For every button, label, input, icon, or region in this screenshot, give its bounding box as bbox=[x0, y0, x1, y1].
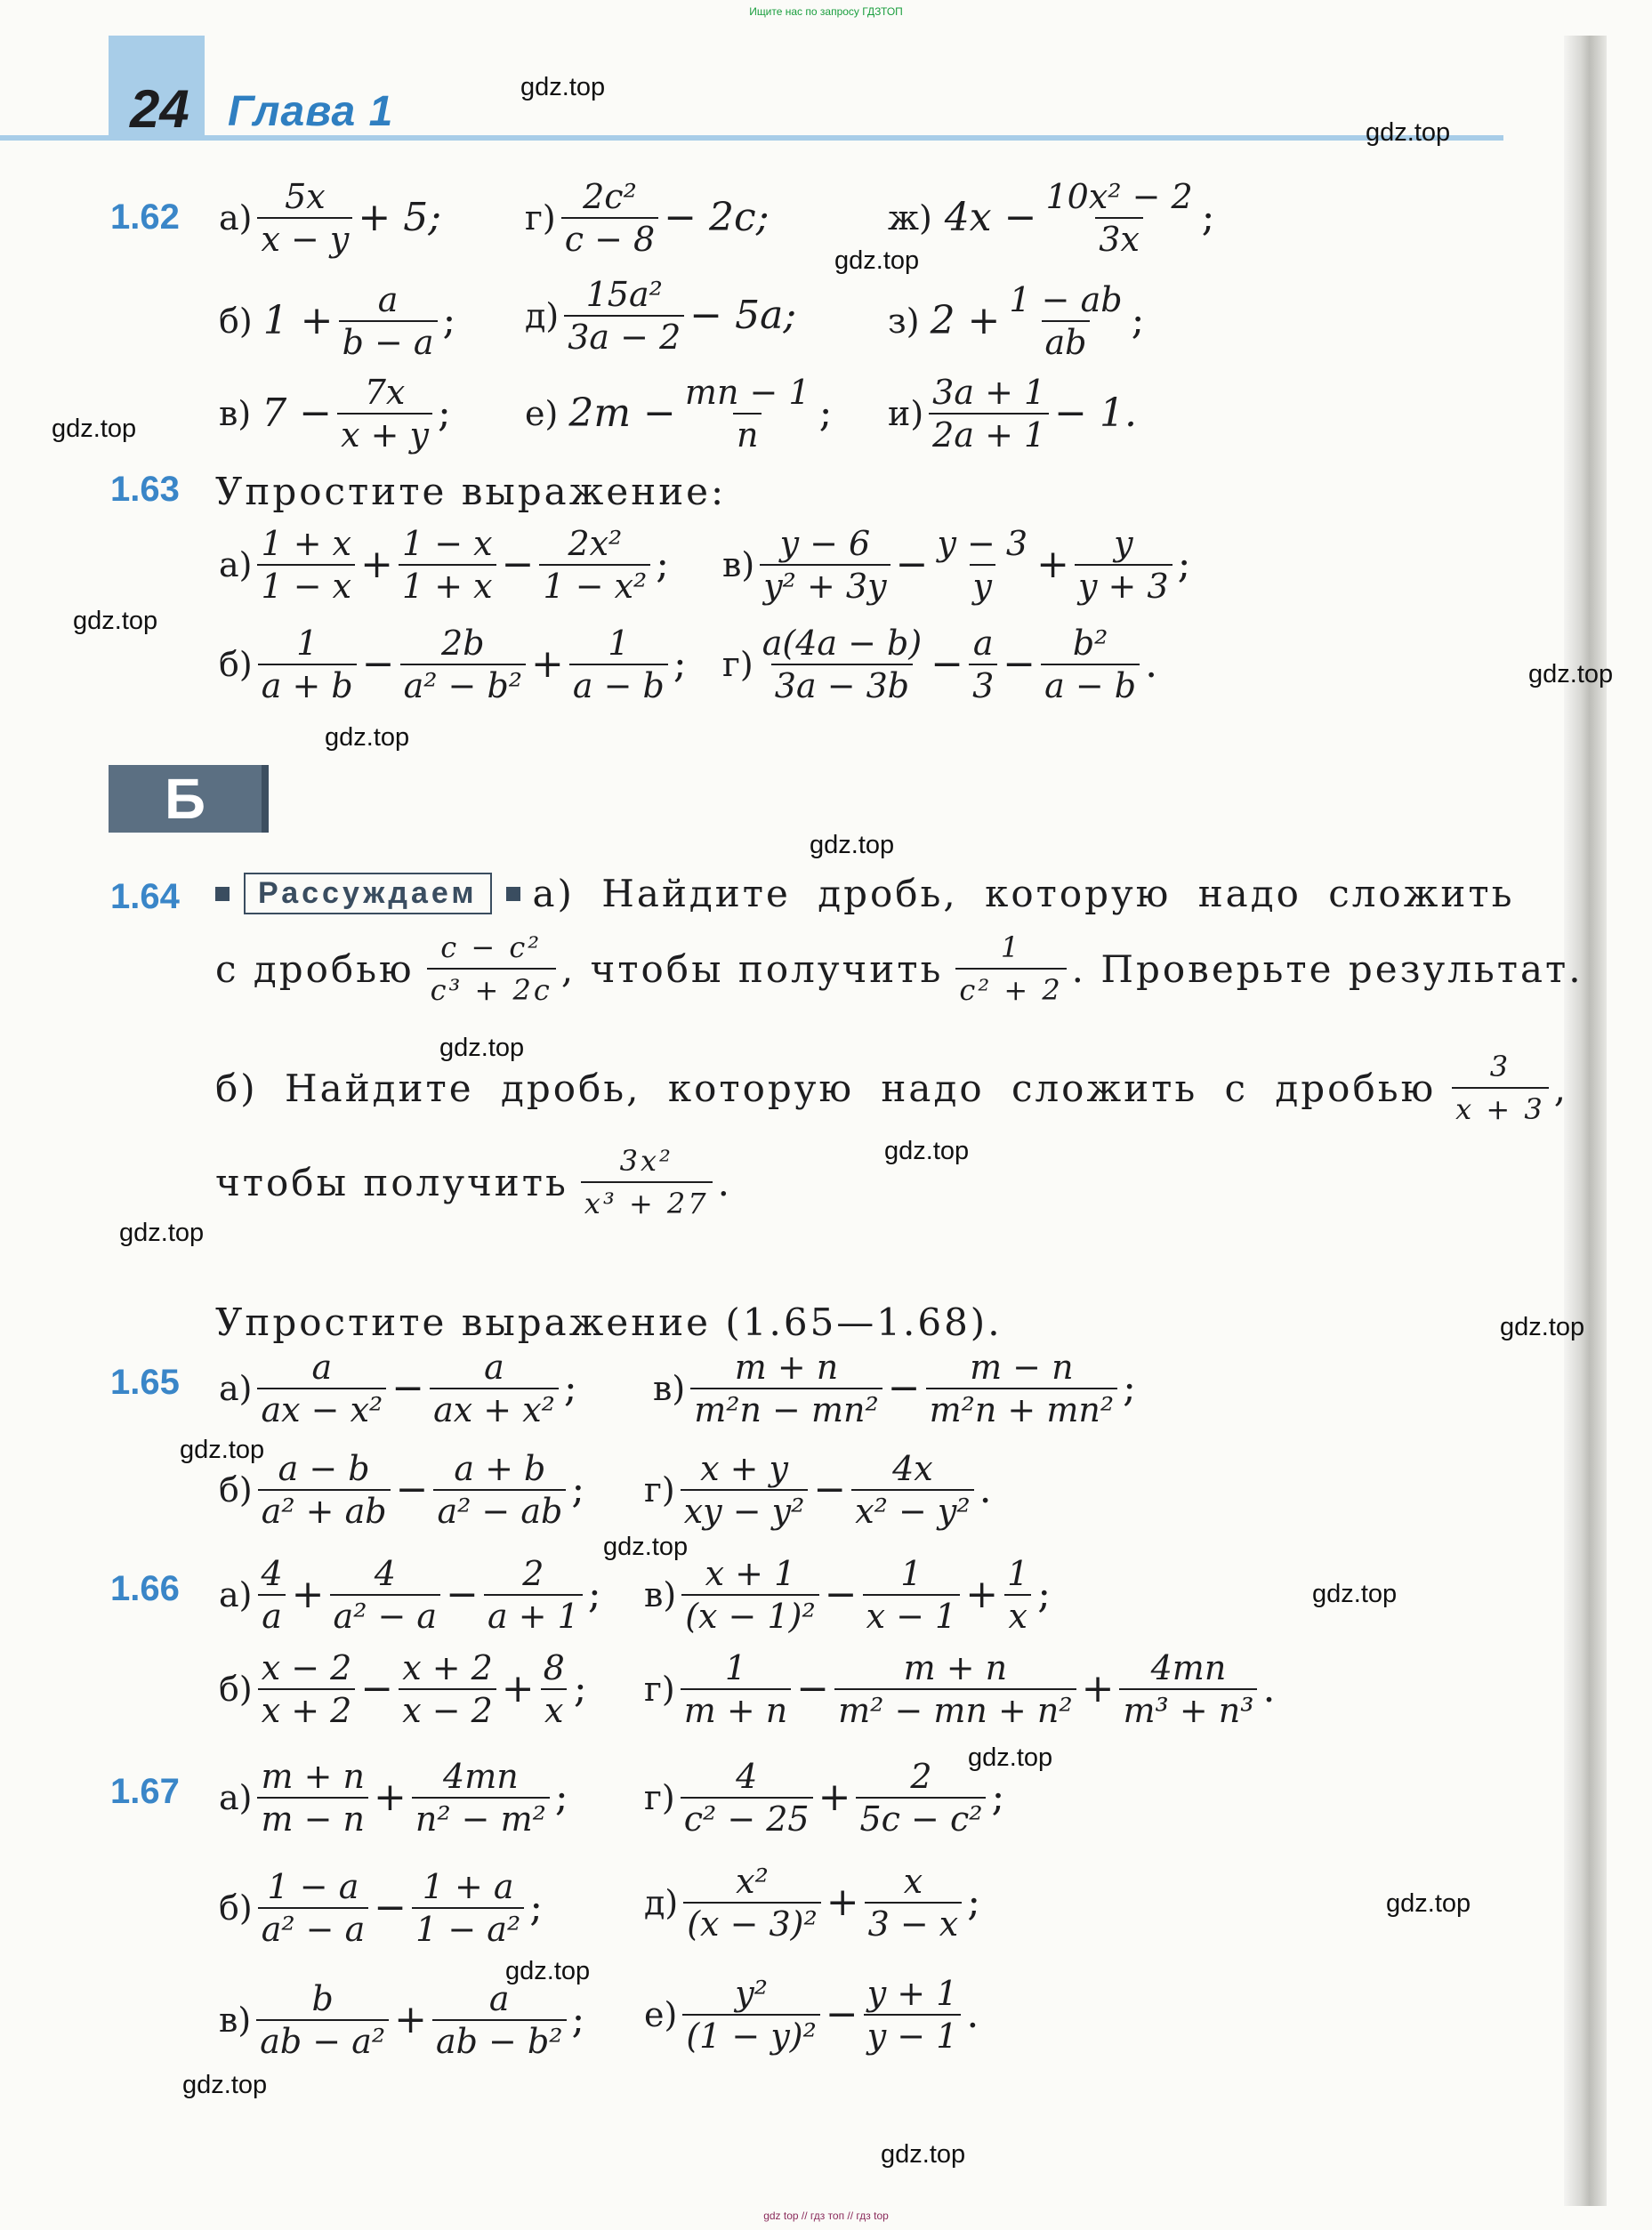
item-label: а) bbox=[219, 1778, 253, 1817]
watermark: gdz.top bbox=[180, 1436, 265, 1464]
ex162-z bbox=[888, 280, 1145, 362]
watermark: gdz.top bbox=[1500, 1313, 1585, 1341]
expression-tail: ; bbox=[656, 542, 670, 587]
exercise-text: чтобы получить bbox=[215, 1160, 568, 1204]
fraction: $\frac{m - n}{\text{m²n + mn²}}$ bbox=[926, 1350, 1117, 1427]
item-label: г) bbox=[644, 1670, 675, 1709]
operator: − bbox=[1003, 641, 1036, 687]
expression-tail: ; bbox=[571, 1997, 585, 2042]
fraction: $\frac{4x}{\text{x² − y²}}$ bbox=[851, 1452, 973, 1528]
ex164-line4 bbox=[215, 1144, 732, 1220]
exercise-number: 1.67 bbox=[110, 1772, 180, 1811]
fraction: $\frac{2}{\text{5c − c²}}$ bbox=[856, 1759, 986, 1836]
ex164-line1 bbox=[210, 872, 1514, 915]
header-rule bbox=[0, 135, 1503, 141]
bottom-note: gdz top // гдз топ // гдз top bbox=[763, 2210, 889, 2222]
expression-tail: ; bbox=[1123, 1365, 1136, 1411]
watermark: gdz.top bbox=[1312, 1580, 1398, 1608]
watermark: gdz.top bbox=[1528, 660, 1614, 688]
fraction: $\frac{1}{m + n}$ bbox=[681, 1651, 792, 1727]
operator: + bbox=[291, 1572, 325, 1617]
ex162-v bbox=[219, 373, 451, 455]
expression-tail: ; bbox=[673, 641, 687, 687]
fraction: $\frac{1 + x}{1 - x}$ bbox=[257, 527, 355, 603]
item-label: г) bbox=[644, 1470, 675, 1509]
watermark: gdz.top bbox=[439, 1034, 525, 1062]
fraction: $\frac{m + n}{m - n}$ bbox=[257, 1759, 368, 1836]
expression-tail: ; bbox=[554, 1775, 568, 1820]
fraction: $\frac{\text{2c²}}{c - 8}$ bbox=[561, 180, 658, 256]
exercise-number: 1.62 bbox=[110, 197, 180, 237]
operator: − bbox=[391, 1365, 425, 1411]
exercise-text: . bbox=[717, 1160, 732, 1204]
ex167-a bbox=[219, 1757, 568, 1839]
fraction: $\frac{mn - 1}{n}$ bbox=[684, 373, 810, 455]
ex164-line3 bbox=[215, 1050, 1568, 1126]
fraction: $\frac{1}{a + b}$ bbox=[258, 626, 357, 703]
ex162-zh bbox=[888, 177, 1215, 259]
item-label: г) bbox=[525, 198, 556, 237]
operator: + bbox=[1081, 1666, 1115, 1711]
operator: − bbox=[796, 1666, 830, 1711]
operator: + bbox=[531, 641, 564, 687]
expression-tail: ; bbox=[818, 390, 833, 436]
fraction: $\frac{a}{3}$ bbox=[969, 626, 997, 703]
ex162-d bbox=[525, 275, 797, 357]
ex167-v bbox=[219, 1979, 585, 2061]
expression-tail: . bbox=[966, 1992, 979, 2037]
operator: − bbox=[813, 1467, 847, 1512]
fraction: $\frac{a - b}{\text{a² + ab}}$ bbox=[258, 1452, 391, 1528]
expression-tail: − 5a; bbox=[689, 293, 797, 338]
item-label: б) bbox=[219, 1470, 253, 1509]
fraction: $\frac{5x}{x - y}$ bbox=[257, 180, 352, 256]
exercise-text: а) Найдите дробь, которую надо сложить bbox=[532, 872, 1515, 915]
item-label: з) bbox=[888, 302, 920, 341]
ex165-g bbox=[644, 1449, 992, 1531]
fraction: $\frac{4mn}{\text{n² − m²}}$ bbox=[412, 1759, 550, 1836]
ex162-g bbox=[525, 177, 770, 259]
ex163-a bbox=[219, 524, 670, 606]
item-label: а) bbox=[219, 545, 253, 584]
ex165-v bbox=[653, 1350, 1136, 1427]
watermark: gdz.top bbox=[73, 607, 158, 635]
item-label: в) bbox=[644, 1575, 677, 1614]
expression-tail: ; bbox=[967, 1880, 981, 1925]
item-label: ж) bbox=[888, 198, 932, 237]
fraction: $\frac{a}{\text{ab − b²}}$ bbox=[432, 1982, 567, 2058]
watermark: gdz.top bbox=[603, 1533, 689, 1561]
operator: + bbox=[965, 1572, 999, 1617]
fraction: $\frac{x + 1}{\text{(x − 1)²}}$ bbox=[681, 1557, 819, 1633]
item-label: а) bbox=[219, 1369, 253, 1408]
ex166-b bbox=[219, 1648, 587, 1730]
expression-tail: − 2c; bbox=[664, 195, 770, 240]
expression-tail: ; bbox=[587, 1572, 601, 1617]
fraction: $\frac{\text{x²}}{\text{(x − 3)²}}$ bbox=[683, 1864, 821, 1941]
expression-tail: ; bbox=[1131, 298, 1145, 343]
item-label: а) bbox=[219, 198, 253, 237]
expression-tail: ; bbox=[991, 1775, 1005, 1820]
badge-marker bbox=[215, 887, 230, 901]
ex165-a bbox=[219, 1350, 577, 1427]
expression-head: 2m − bbox=[568, 390, 676, 436]
operator: − bbox=[361, 641, 395, 687]
fraction: $\frac{y - 3}{y}$ bbox=[937, 524, 1028, 606]
fraction: $\frac{x + 2}{x - 2}$ bbox=[399, 1651, 496, 1727]
watermark: gdz.top bbox=[325, 723, 410, 752]
fraction: $\frac{1 + a}{\text{1 − a²}}$ bbox=[412, 1870, 524, 1946]
fraction: $\frac{1 - x}{1 + x}$ bbox=[399, 527, 496, 603]
fraction: $\frac{\text{3x²}}{\text{x³ + 27}}$ bbox=[581, 1144, 713, 1220]
exercise-text: , bbox=[1553, 1066, 1569, 1110]
fraction: $\frac{1}{x - 1}$ bbox=[863, 1557, 961, 1633]
item-label: а) bbox=[219, 1575, 253, 1614]
operator: − bbox=[374, 1885, 407, 1930]
ex163-b bbox=[219, 626, 687, 703]
fraction: $\frac{\text{15a²}}{3a - 2}$ bbox=[564, 278, 684, 354]
item-label: б) bbox=[219, 302, 253, 341]
expression-tail: ; bbox=[573, 1666, 587, 1711]
fraction: $\frac{3a + 1}{2a + 1}$ bbox=[929, 375, 1049, 452]
ex167-g bbox=[644, 1757, 1005, 1839]
item-label: б) bbox=[219, 1670, 253, 1709]
ex166-a bbox=[219, 1554, 601, 1636]
fraction: $\frac{2b}{\text{a² − b²}}$ bbox=[400, 626, 526, 703]
expression-tail: . bbox=[979, 1467, 992, 1512]
expression-head: 2 + bbox=[930, 298, 1001, 343]
badge-marker bbox=[506, 887, 520, 901]
watermark: gdz.top bbox=[1366, 118, 1451, 147]
fraction: $\frac{\text{y²}}{\text{(1 − y)²}}$ bbox=[682, 1976, 820, 2053]
exercise-number: 1.63 bbox=[110, 470, 180, 509]
expression-tail: ; bbox=[442, 298, 456, 343]
operator: − bbox=[895, 542, 929, 587]
fraction: $\frac{4}{a}$ bbox=[257, 1557, 286, 1633]
item-label: б) bbox=[219, 645, 253, 684]
watermark: gdz.top bbox=[1386, 1889, 1471, 1918]
operator: − bbox=[395, 1467, 429, 1512]
fraction: $\frac{7x}{x + y}$ bbox=[337, 375, 432, 452]
operator: + bbox=[394, 1997, 427, 2042]
top-note: Ищите нас по запросу ГДЗТОП bbox=[749, 5, 903, 18]
reasoning-badge: Рассуждаем bbox=[244, 873, 492, 914]
expression-head: 1 + bbox=[262, 298, 334, 343]
ex164-line2 bbox=[215, 930, 1584, 1007]
ex162-i bbox=[888, 373, 1138, 455]
watermark: gdz.top bbox=[119, 1219, 205, 1247]
watermark: gdz.top bbox=[968, 1743, 1053, 1772]
ex167-b bbox=[219, 1867, 544, 1949]
expression-tail: ; bbox=[1037, 1572, 1052, 1617]
chapter-title: Глава 1 bbox=[228, 88, 394, 135]
ex166-g bbox=[644, 1648, 1276, 1730]
fraction: $\frac{1 - ab}{ab}$ bbox=[1009, 280, 1123, 362]
expression-tail: . bbox=[1262, 1666, 1276, 1711]
fraction: $\frac{a}{\text{ax − x²}}$ bbox=[257, 1350, 386, 1427]
item-label: д) bbox=[644, 1883, 679, 1922]
ex167-d bbox=[644, 1862, 981, 1944]
watermark: gdz.top bbox=[884, 1137, 970, 1165]
fraction: $\frac{y}{y + 3}$ bbox=[1075, 527, 1173, 603]
fraction: $\frac{y - 6}{\text{y² + 3y}}$ bbox=[760, 527, 890, 603]
operator: − bbox=[501, 542, 535, 587]
simplify-instruction: Упростите выражение (1.65—1.68). bbox=[215, 1300, 1003, 1344]
fraction: $\frac{4mn}{\text{m³ + n³}}$ bbox=[1119, 1651, 1257, 1727]
expression-tail: ; bbox=[1201, 195, 1215, 240]
expression-tail: ; bbox=[1177, 542, 1191, 587]
exercise-instruction: Упростите выражение: bbox=[215, 470, 727, 513]
watermark: gdz.top bbox=[182, 2071, 268, 2099]
watermark: gdz.top bbox=[810, 831, 895, 859]
fraction: $\frac{a + b}{\text{a² − ab}}$ bbox=[433, 1452, 566, 1528]
fraction: $\frac{1}{x}$ bbox=[1003, 1557, 1032, 1633]
fraction: $\frac{\text{c − c²}}{\text{c³ + 2c}}$ bbox=[427, 930, 556, 1007]
fraction: $\frac{4}{\text{a² − a}}$ bbox=[330, 1557, 441, 1633]
fraction: $\frac{\text{2x²}}{\text{1 − x²}}$ bbox=[539, 527, 650, 603]
watermark: gdz.top bbox=[834, 246, 920, 275]
item-label: в) bbox=[219, 394, 252, 433]
fraction: $\frac{1}{\text{c² + 2}}$ bbox=[955, 930, 1066, 1007]
item-label: д) bbox=[525, 296, 560, 335]
item-label: б) bbox=[219, 1888, 253, 1928]
watermark: gdz.top bbox=[520, 73, 606, 101]
operator: + bbox=[374, 1775, 407, 1820]
fraction: $\frac{4}{\text{c² − 25}}$ bbox=[681, 1759, 813, 1836]
fraction: $\frac{m + n}{\text{m²n − mn²}}$ bbox=[690, 1350, 882, 1427]
operator: + bbox=[501, 1666, 535, 1711]
exercise-number: 1.64 bbox=[110, 877, 180, 916]
fraction: $\frac{1 - a}{\text{a² − a}}$ bbox=[258, 1870, 369, 1946]
exercise-text: с дробью bbox=[215, 946, 415, 991]
item-label: е) bbox=[525, 394, 559, 433]
fraction: $\frac{x + y}{\text{xy − y²}}$ bbox=[681, 1452, 809, 1528]
fraction: $\frac{a}{\text{ax + x²}}$ bbox=[430, 1350, 559, 1427]
expression-tail: − 1. bbox=[1054, 390, 1138, 436]
fraction: $\frac{m + n}{\text{m² − mn + n²}}$ bbox=[834, 1651, 1076, 1727]
fraction: $\frac{a}{b - a}$ bbox=[339, 283, 438, 359]
section-b-badge: Б bbox=[109, 765, 269, 833]
item-label: и) bbox=[888, 394, 924, 433]
operator: + bbox=[1036, 542, 1069, 587]
fraction: $\frac{y + 1}{y - 1}$ bbox=[864, 1976, 962, 2053]
fraction: $\frac{8}{x}$ bbox=[540, 1651, 568, 1727]
fraction: $\frac{b}{\text{ab − a²}}$ bbox=[256, 1982, 389, 2058]
expression-tail: ; bbox=[529, 1885, 544, 1930]
operator: + bbox=[826, 1880, 859, 1925]
exercise-number: 1.66 bbox=[110, 1569, 180, 1608]
item-label: г) bbox=[644, 1778, 675, 1817]
ex166-v bbox=[644, 1554, 1052, 1636]
ex167-e bbox=[644, 1974, 979, 2056]
expression-head: 4x − bbox=[944, 195, 1037, 240]
expression-head: 7 − bbox=[262, 390, 333, 436]
ex163-v bbox=[722, 524, 1191, 606]
page-number: 24 bbox=[130, 79, 189, 139]
operator: − bbox=[887, 1365, 921, 1411]
fraction: $\frac{x}{3 - x}$ bbox=[865, 1864, 963, 1941]
operator: − bbox=[446, 1572, 479, 1617]
fraction: $\frac{3}{x + 3}$ bbox=[1452, 1050, 1549, 1126]
exercise-text: , чтобы получить bbox=[560, 946, 944, 991]
ex162-a bbox=[219, 177, 442, 259]
expression-tail: . bbox=[1145, 641, 1158, 687]
ex163-g bbox=[722, 626, 1157, 703]
operator: − bbox=[931, 641, 964, 687]
item-label: в) bbox=[219, 2001, 252, 2040]
book-spine-shadow bbox=[1564, 36, 1607, 2206]
fraction: $\frac{2}{a + 1}$ bbox=[484, 1557, 583, 1633]
item-label: в) bbox=[722, 545, 755, 584]
item-label: в) bbox=[653, 1369, 686, 1408]
fraction: $\frac{\text{b²}}{a - b}$ bbox=[1041, 626, 1140, 703]
operator: − bbox=[824, 1572, 858, 1617]
expression-tail: ; bbox=[437, 390, 451, 436]
expression-tail: + 5; bbox=[358, 195, 442, 240]
exercise-number: 1.65 bbox=[110, 1363, 180, 1402]
ex162-e bbox=[525, 373, 833, 455]
item-label: е) bbox=[644, 1995, 678, 2034]
operator: + bbox=[360, 542, 393, 587]
exercise-text: . Проверьте результат. bbox=[1071, 946, 1584, 991]
fraction: $\frac{1}{a - b}$ bbox=[569, 626, 668, 703]
fraction: $\frac{a(4a - b)}{3a - 3b}$ bbox=[762, 624, 923, 705]
operator: − bbox=[360, 1666, 394, 1711]
ex162-b bbox=[219, 280, 456, 362]
expression-tail: ; bbox=[563, 1365, 577, 1411]
ex165-b bbox=[219, 1449, 585, 1531]
fraction: $\frac{\text{10x² − 2}}{3x}$ bbox=[1045, 177, 1193, 259]
operator: − bbox=[825, 1992, 858, 2037]
watermark: gdz.top bbox=[505, 1957, 591, 1985]
operator: + bbox=[818, 1775, 851, 1820]
exercise-text: б) Найдите дробь, которую надо сложить с дробью bbox=[215, 1066, 1437, 1110]
item-label: г) bbox=[722, 645, 753, 684]
fraction: $\frac{x - 2}{x + 2}$ bbox=[258, 1651, 356, 1727]
expression-tail: ; bbox=[571, 1467, 585, 1512]
watermark: gdz.top bbox=[52, 415, 137, 443]
watermark: gdz.top bbox=[881, 2140, 966, 2169]
